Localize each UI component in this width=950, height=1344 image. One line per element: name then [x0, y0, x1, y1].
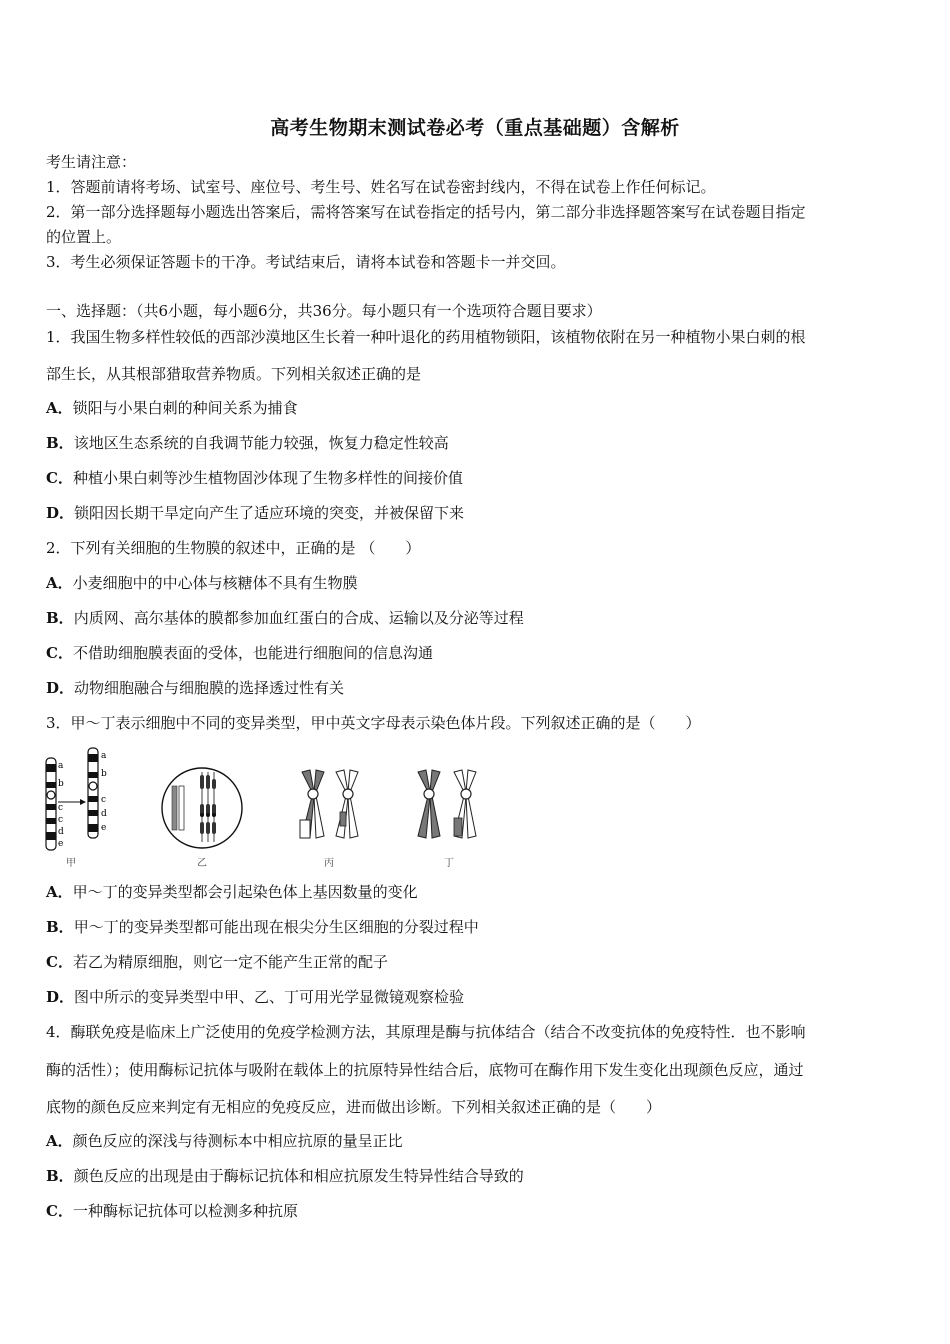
- segment-label: e: [58, 839, 64, 849]
- segment-label: b: [101, 769, 107, 779]
- option-text: 锁阳因长期干旱定向产生了适应环境的突变，并被保留下来: [74, 504, 465, 522]
- option-text: 若乙为精原细胞，则它一定不能产生正常的配子: [72, 953, 388, 971]
- question-2-stem: 2．下列有关细胞的生物膜的叙述中，正确的是 （ ）: [46, 539, 421, 557]
- option-text: 颜色反应的出现是由于酶标记抗体和相应抗原发生特异性结合导致的: [73, 1167, 524, 1185]
- question-3-option-a: [46, 882, 418, 902]
- option-key: A．: [46, 1132, 73, 1150]
- option-key: C．: [46, 469, 73, 487]
- question-3-stem: 3．甲～丁表示细胞中不同的变异类型，甲中英文字母表示染色体片段。下列叙述正确的是（ ）: [46, 714, 701, 732]
- option-text: 甲～丁的变异类型都可能出现在根尖分生区细胞的分裂过程中: [73, 918, 479, 936]
- option-text: 不借助细胞膜表面的受体，也能进行细胞间的信息沟通: [72, 644, 433, 662]
- option-text: 小麦细胞中的中心体与核糖体不具有生物膜: [72, 574, 358, 592]
- figure-panel-bing: [300, 770, 358, 869]
- option-key: C．: [46, 953, 73, 971]
- question-1-stem: 1．我国生物多样性较低的西部沙漠地区生长着一种叶退化的药用植物锁阳，该植物依附在另一种植物小果白刺的根: [46, 328, 806, 346]
- option-text: 甲～丁的变异类型都会引起染色体上基因数量的变化: [72, 883, 418, 901]
- option-key: D．: [46, 679, 75, 697]
- option-key: B．: [46, 609, 74, 627]
- question-4-option-c: [46, 1201, 298, 1221]
- option-key: A．: [46, 574, 73, 592]
- panel-label: 丁: [444, 858, 454, 869]
- segment-label: b: [58, 779, 64, 789]
- question-2-option-b: [46, 608, 524, 628]
- option-text: 该地区生态系统的自我调节能力较强，恢复力稳定性较高: [73, 434, 449, 452]
- page-title: 高考生物期末测试卷必考（重点基础题）含解析: [270, 117, 680, 139]
- option-key: A．: [46, 399, 73, 417]
- option-key: C．: [46, 644, 73, 662]
- question-1-option-a: [46, 398, 298, 418]
- option-key: B．: [46, 434, 74, 452]
- segment-label: d: [101, 809, 107, 819]
- segment-label: d: [58, 827, 64, 837]
- segment-label: a: [101, 751, 107, 761]
- option-key: B．: [46, 1167, 74, 1185]
- figure-panel-jia: [46, 748, 107, 869]
- option-key: C．: [46, 1202, 73, 1220]
- notice-item: 1．答题前请将考场、试室号、座位号、考生号、姓名写在试卷密封线内，不得在试卷上作任何标记。: [46, 178, 716, 196]
- question-3-option-b: [46, 917, 479, 937]
- figure-panel-ding: [418, 770, 476, 869]
- question-1-stem: 部生长，从其根部猎取营养物质。下列相关叙述正确的是: [46, 365, 422, 383]
- option-key: D．: [46, 988, 75, 1006]
- question-4-stem: 酶的活性）；使用酶标记抗体与吸附在载体上的抗原特异性结合后，底物可在酶作用下发生变化出现颜色反应，通过: [46, 1061, 804, 1079]
- question-2-option-d: [46, 678, 344, 698]
- option-text: 图中所示的变异类型中甲、乙、丁可用光学显微镜观察检验: [74, 988, 465, 1006]
- option-key: A．: [46, 883, 73, 901]
- option-key: D．: [46, 504, 75, 522]
- question-4-stem: 4．酶联免疫是临床上广泛使用的免疫学检测方法，其原理是酶与抗体结合（结合不改变抗体的免疫特性．也不影响: [46, 1023, 806, 1041]
- question-1-option-d: [46, 503, 464, 523]
- option-text: 颜色反应的深浅与待测标本中相应抗原的量呈正比: [72, 1132, 403, 1150]
- panel-label: 丙: [324, 858, 334, 869]
- question-3-option-c: [46, 952, 388, 972]
- option-text: 内质网、高尔基体的膜都参加血红蛋白的合成、运输以及分泌等过程: [73, 609, 524, 627]
- segment-label: c: [58, 815, 64, 825]
- notice-heading: 考生请注意：: [46, 153, 137, 171]
- question-4-stem: 底物的颜色反应来判定有无相应的免疫反应，进而做出诊断。下列相关叙述正确的是（ ）: [46, 1098, 662, 1116]
- notice-item: 2．第一部分选择题每小题选出答案后，需将答案写在试卷指定的括号内，第二部分非选择题答案写在试卷题目指定: [46, 203, 806, 221]
- chromosome-variation-figure: [40, 742, 500, 872]
- question-4-option-a: [46, 1131, 403, 1151]
- option-text: 一种酶标记抗体可以检测多种抗原: [72, 1202, 298, 1220]
- notice-item: 3．考生必须保证答题卡的干净。考试结束后，请将本试卷和答题卡一并交回。: [46, 253, 566, 271]
- option-text: 动物细胞融合与细胞膜的选择透过性有关: [74, 679, 345, 697]
- question-2-option-c: [46, 643, 433, 663]
- question-1-option-b: [46, 433, 449, 453]
- question-2-option-a: [46, 573, 358, 593]
- section-heading: 一、选择题：（共6小题，每小题6分，共36分。每小题只有一个选项符合题目要求）: [46, 302, 602, 320]
- panel-label: 甲: [66, 858, 76, 869]
- figure-panel-yi: [162, 768, 242, 869]
- question-1-option-c: [46, 468, 463, 488]
- option-key: B．: [46, 918, 74, 936]
- panel-label: 乙: [197, 858, 207, 869]
- question-4-option-b: [46, 1166, 524, 1186]
- segment-label: c: [58, 803, 64, 813]
- segment-label: a: [58, 761, 64, 771]
- option-text: 种植小果白刺等沙生植物固沙体现了生物多样性的间接价值: [72, 469, 463, 487]
- question-3-option-d: [46, 987, 464, 1007]
- segment-label: c: [101, 795, 107, 805]
- notice-item: 的位置上。: [46, 228, 122, 246]
- option-text: 锁阳与小果白刺的种间关系为捕食: [72, 399, 298, 417]
- segment-label: e: [101, 823, 107, 833]
